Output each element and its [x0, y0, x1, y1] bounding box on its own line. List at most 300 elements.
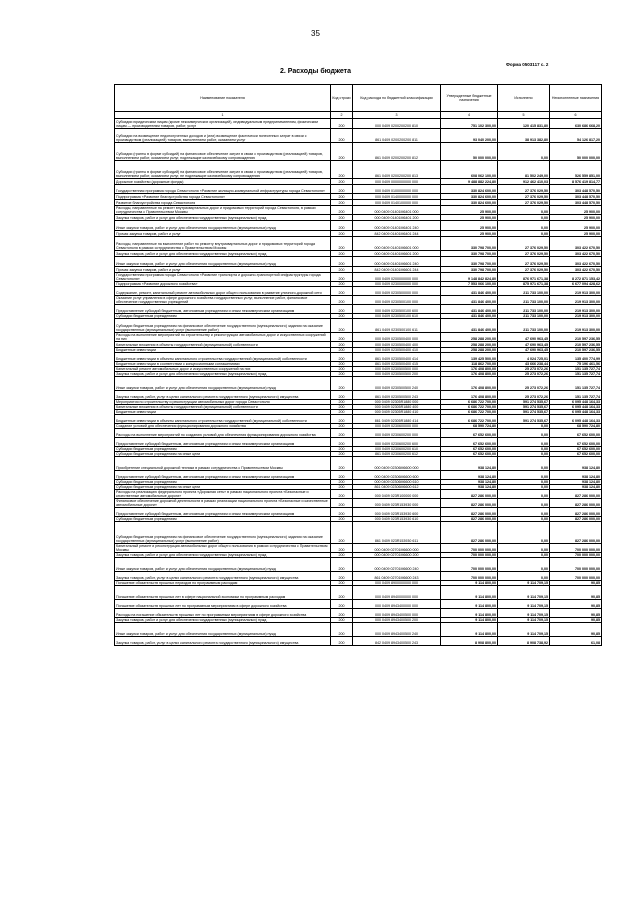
- row-executed: 9 114 709,15: [498, 623, 550, 637]
- row-line-code: 200: [331, 194, 353, 200]
- row-unexecuted: 827 286 000,00: [550, 490, 602, 499]
- row-classification-code: 000 0409 8943400500 200: [353, 618, 441, 623]
- row-approved: 9 488 882 224,80: [441, 179, 498, 185]
- row-unexecuted: 827 286 000,00: [550, 508, 602, 517]
- row-unexecuted: 6 095 448 164,33: [550, 410, 602, 415]
- table-row: [115, 558, 602, 572]
- row-classification-code: 000 0409 01401M6601 200: [353, 251, 441, 257]
- row-name: Предоставление субсидий бюджетным, автономным учреждениям и иным некоммерческим организациям: [115, 471, 331, 480]
- row-line-code: 200: [331, 429, 353, 438]
- row-line-code: 200: [331, 452, 353, 457]
- row-classification-code: 000 0409 0140100000 000: [353, 200, 441, 206]
- row-classification-code: 000 0409 02701M6600 200: [353, 553, 441, 558]
- row-approved: 25 900,00: [441, 231, 498, 237]
- row-unexecuted: 827 286 000,00: [550, 522, 602, 544]
- row-line-code: 200: [331, 333, 353, 342]
- row-line-code: 200: [331, 485, 353, 490]
- row-executed: 27 376 029,50: [498, 251, 550, 257]
- row-unexecuted: 303 422 670,50: [550, 267, 602, 273]
- row-name: Бюджетные инвестиции: [115, 410, 331, 415]
- row-unexecuted: 6 095 448 164,33: [550, 400, 602, 405]
- row-executed: 211 733 100,00: [498, 287, 550, 296]
- row-classification-code: 842 0409 01401M6601 244: [353, 267, 441, 273]
- row-unexecuted: 219 913 300,00: [550, 314, 602, 319]
- row-classification-code: 000 0409 01401M6401 000: [353, 206, 441, 215]
- row-classification-code: 000 0409 02701M6600 000: [353, 544, 441, 553]
- row-unexecuted: 67 652 600,00: [550, 429, 602, 438]
- row-name: Капитальные вложения в объекты государственной (муниципальной) собственности: [115, 342, 331, 348]
- row-executed: 0,00: [498, 544, 550, 553]
- row-executed: 0,00: [498, 517, 550, 522]
- row-line-code: 200: [331, 342, 353, 348]
- row-line-code: 200: [331, 600, 353, 609]
- row-approved: 700 000 000,00: [441, 572, 498, 581]
- row-executed: 9 114 709,15: [498, 600, 550, 609]
- row-unexecuted: 938 124,80: [550, 457, 602, 471]
- table-row: [115, 119, 602, 129]
- row-unexecuted: 67 652 600,00: [550, 452, 602, 457]
- row-approved: 938 124,80: [441, 485, 498, 490]
- row-executed: 0,00: [498, 438, 550, 447]
- row-unexecuted: 90,85: [550, 586, 602, 600]
- row-executed: 0,00: [498, 471, 550, 480]
- row-unexecuted: 219 913 300,00: [550, 319, 602, 333]
- row-classification-code: 000 0409 0140000000 000: [353, 194, 441, 200]
- row-executed: 0,00: [498, 424, 550, 429]
- row-approved: 938 124,80: [441, 457, 498, 471]
- row-approved: 9 114 800,00: [441, 623, 498, 637]
- row-name: Приобретение специальной дорожной техники в рамках сотрудничества с Правительством Москвы: [115, 457, 331, 471]
- row-unexecuted: 938 124,80: [550, 471, 602, 480]
- row-classification-code: 861 0409 0230500400 415: [353, 362, 441, 367]
- row-line-code: 200: [331, 367, 353, 372]
- row-name: Дорожное хозяйство (дорожные фонды): [115, 179, 331, 185]
- row-executed: 8 908 738,92: [498, 637, 550, 646]
- row-line-code: 200: [331, 480, 353, 485]
- table-row: [115, 273, 602, 282]
- row-executed: 27 376 029,50: [498, 257, 550, 267]
- row-approved: 67 652 600,00: [441, 447, 498, 452]
- row-unexecuted: 219 913 300,00: [550, 305, 602, 314]
- row-approved: 827 286 000,00: [441, 517, 498, 522]
- row-line-code: 200: [331, 586, 353, 600]
- row-line-code: 200: [331, 447, 353, 452]
- row-unexecuted: 210 597 236,55: [550, 333, 602, 342]
- table-row: [115, 353, 602, 362]
- row-executed: 211 733 100,00: [498, 305, 550, 314]
- row-unexecuted: 210 597 236,55: [550, 348, 602, 353]
- row-name: Иные закупки товаров, работ и услуг для обеспечения государственных (муниципальных) нужд: [115, 377, 331, 391]
- row-executed: 211 733 100,00: [498, 319, 550, 333]
- row-approved: 67 652 600,00: [441, 429, 498, 438]
- row-executed: 0,00: [498, 206, 550, 215]
- row-name: Субсидии (гранты в форме субсидий) на финансовое обеспечение затрат в связи с производством (реализацией) товаров, выполнением работ, оказанием услуг, подлежащие казначейскому сопровождению: [115, 143, 331, 161]
- row-approved: 93 040 200,00: [441, 129, 498, 143]
- row-line-code: 200: [331, 119, 353, 129]
- row-approved: 9 114 800,00: [441, 600, 498, 609]
- row-classification-code: 000 0409 023R100000 000: [353, 490, 441, 499]
- row-approved: 6 686 722 700,00: [441, 415, 498, 424]
- row-classification-code: 000 0409 0200200200 810: [353, 119, 441, 129]
- row-unexecuted: 50 000 000,00: [550, 143, 602, 161]
- row-line-code: 200: [331, 282, 353, 287]
- table-row: [115, 522, 602, 544]
- row-executed: 0,00: [498, 485, 550, 490]
- row-unexecuted: 90,85: [550, 581, 602, 586]
- row-classification-code: 000 0409 0100000000 000: [353, 185, 441, 194]
- row-unexecuted: 303 448 570,50: [550, 194, 602, 200]
- row-name: Погашение обязательств прошлых лет по программным мероприятиям в сфере дорожного хозяйства: [115, 600, 331, 609]
- row-unexecuted: 61,08: [550, 637, 602, 646]
- row-name: Закупка товаров, работ и услуг для обеспечения государственных (муниципальных) нужд: [115, 372, 331, 377]
- row-line-code: 200: [331, 522, 353, 544]
- row-name: Подпрограмма «Развитие дорожного хозяйства»: [115, 282, 331, 287]
- row-name: Финансовое обеспечение дорожной деятельности в рамках реализации национального проекта «Безопасные и качественные автомобильные дороги»: [115, 499, 331, 508]
- row-classification-code: 000 0409 02305R1880 000: [353, 400, 441, 405]
- row-name: Погашение обязательств прошлых периодов по программным расходам: [115, 581, 331, 586]
- row-executed: 0,00: [498, 429, 550, 438]
- row-classification-code: 000 0409 0200000000 000: [353, 273, 441, 282]
- table-row: [115, 600, 602, 609]
- row-classification-code: 000 0409 023R153930 600: [353, 508, 441, 517]
- row-executed: 0,00: [498, 215, 550, 221]
- row-approved: 700 000 000,00: [441, 553, 498, 558]
- row-approved: 9 114 800,00: [441, 618, 498, 623]
- row-classification-code: 861 0409 0200200200 811: [353, 129, 441, 143]
- table-body: [115, 119, 602, 646]
- row-approved: 330 824 600,00: [441, 200, 498, 206]
- row-name: Закупка товаров, работ, услуг в целях капитального ремонта государственного (муниципального) имущества: [115, 391, 331, 400]
- row-approved: 330 798 700,00: [441, 257, 498, 267]
- row-approved: 25 900,00: [441, 221, 498, 231]
- row-classification-code: 000 0409 02306M6600 610: [353, 480, 441, 485]
- row-line-code: 200: [331, 618, 353, 623]
- row-unexecuted: 25 900,00: [550, 231, 602, 237]
- column-number: 1: [115, 112, 331, 119]
- row-name: Закупка товаров, работ и услуг для обеспечения государственных (муниципальных) нужд: [115, 618, 331, 623]
- row-approved: 6 686 722 700,00: [441, 400, 498, 405]
- row-line-code: 200: [331, 215, 353, 221]
- row-line-code: 200: [331, 296, 353, 305]
- table-row: [115, 319, 602, 333]
- row-approved: 8 908 800,00: [441, 637, 498, 646]
- row-name: Субсидии бюджетным учреждениям на финансовое обеспечение государственного (муниципального) задания на оказание государственных (муниципальных) услуг (выполнение работ): [115, 319, 331, 333]
- row-unexecuted: 67 652 600,00: [550, 438, 602, 447]
- row-name: Иные закупки товаров, работ и услуг для обеспечения государственных (муниципальных) нужд: [115, 558, 331, 572]
- row-line-code: 200: [331, 377, 353, 391]
- row-name: Расходы, направленные на выполнение работ по ремонту внутриквартальных дорог и придомовых территорий города Севастополя в рамках сотрудничества с Правительством Москвы: [115, 237, 331, 251]
- row-executed: 591 274 535,67: [498, 405, 550, 410]
- table-row: [115, 206, 602, 215]
- row-executed: 0,00: [498, 221, 550, 231]
- row-classification-code: 000 0409 0230600200 600: [353, 438, 441, 447]
- row-approved: 258 288 200,00: [441, 333, 498, 342]
- row-unexecuted: 25 900,00: [550, 221, 602, 231]
- row-unexecuted: 75 196 461,56: [550, 362, 602, 367]
- row-executed: 4 024 725,01: [498, 353, 550, 362]
- page-number: 35: [311, 29, 320, 38]
- row-line-code: 200: [331, 572, 353, 581]
- row-approved: 6 686 722 700,00: [441, 405, 498, 410]
- row-line-code: 200: [331, 424, 353, 429]
- row-classification-code: 861 0409 02306M6600 612: [353, 485, 441, 490]
- row-line-code: 200: [331, 305, 353, 314]
- row-line-code: 200: [331, 405, 353, 410]
- row-executed: 9 114 709,15: [498, 618, 550, 623]
- row-line-code: 200: [331, 410, 353, 415]
- row-classification-code: 000 0409 01401M6601 240: [353, 257, 441, 267]
- row-unexecuted: 135 400 774,99: [550, 353, 602, 362]
- row-executed: 0,00: [498, 553, 550, 558]
- row-name: Мероприятия по строительству и реконструкции автомобильных дорог города Севастополя: [115, 400, 331, 405]
- row-classification-code: 000 0409 0230500500 200: [353, 372, 441, 377]
- row-approved: 330 798 700,00: [441, 251, 498, 257]
- row-approved: 751 102 300,00: [441, 119, 498, 129]
- table-row: [115, 499, 602, 508]
- row-approved: 176 408 800,00: [441, 367, 498, 372]
- row-line-code: 200: [331, 517, 353, 522]
- row-executed: 0,00: [498, 480, 550, 485]
- row-classification-code: 000 0409 0230500100 000: [353, 296, 441, 305]
- row-line-code: 200: [331, 237, 353, 251]
- row-classification-code: 842 0409 01401M6401 244: [353, 231, 441, 237]
- table-row: [115, 471, 602, 480]
- row-line-code: 200: [331, 581, 353, 586]
- row-name: Бюджетные инвестиции в соответствии с концессионными соглашениями: [115, 362, 331, 367]
- row-name: Капитальный ремонт и реконструкция автомобильных дорог общего пользования в рамках сотрудничества с Правительством Москвы: [115, 544, 331, 553]
- table-row: [115, 637, 602, 646]
- row-classification-code: 000 0409 8943400500 000: [353, 609, 441, 618]
- row-line-code: 200: [331, 372, 353, 377]
- row-unexecuted: 90,85: [550, 618, 602, 623]
- row-line-code: 200: [331, 179, 353, 185]
- table-row: [115, 490, 602, 499]
- row-classification-code: 000 0409 0230500500 000: [353, 367, 441, 372]
- row-classification-code: 861 0409 02305R1880 414: [353, 415, 441, 424]
- row-unexecuted: 6 095 448 164,33: [550, 405, 602, 410]
- row-name: Государственная программа города Севастополя «Развитие жилищно-коммунальной инфраструктуры города Севастополя»: [115, 185, 331, 194]
- row-classification-code: 000 0409 023R153930 610: [353, 517, 441, 522]
- row-executed: 27 376 029,50: [498, 194, 550, 200]
- row-executed: 9 114 709,15: [498, 581, 550, 586]
- column-number: 2: [331, 112, 353, 119]
- row-executed: 9 114 709,15: [498, 609, 550, 618]
- row-approved: 608 062 100,00: [441, 161, 498, 179]
- row-name: Развитие благоустройства города Севастополя: [115, 200, 331, 206]
- row-approved: 330 798 700,00: [441, 267, 498, 273]
- row-line-code: 200: [331, 348, 353, 353]
- row-classification-code: 000 0409 023R153930 000: [353, 499, 441, 508]
- row-name: Субсидии (гранты в форме субсидий) на финансовое обеспечение затрат в связи с производством (реализацией) товаров, выполнением работ, оказанием услуг, не подлежащие казначейскому сопровождению: [115, 161, 331, 179]
- row-unexecuted: 151 135 727,74: [550, 367, 602, 372]
- table-row: [115, 377, 602, 391]
- row-approved: 330 798 700,00: [441, 237, 498, 251]
- row-approved: 139 425 500,00: [441, 353, 498, 362]
- row-classification-code: 000 0409 0230600200 610: [353, 447, 441, 452]
- row-executed: 0,00: [498, 452, 550, 457]
- row-executed: 25 273 072,26: [498, 391, 550, 400]
- row-approved: 431 846 400,00: [441, 319, 498, 333]
- row-classification-code: 842 0409 8943400500 243: [353, 637, 441, 646]
- table-row: [115, 438, 602, 447]
- row-name: Закупка товаров, работ, услуг в целях капитального ремонта государственного (муниципального) имущества: [115, 637, 331, 646]
- row-name: Субсидии бюджетным учреждениям: [115, 447, 331, 452]
- table-row: [115, 457, 602, 471]
- row-executed: 27 376 029,50: [498, 237, 550, 251]
- row-classification-code: 000 0409 02305R1880 410: [353, 410, 441, 415]
- table-row: [115, 609, 602, 618]
- row-unexecuted: 68 590 724,80: [550, 424, 602, 429]
- table-row: [115, 544, 602, 553]
- row-approved: 431 846 400,00: [441, 296, 498, 305]
- row-name: Прочая закупка товаров, работ и услуг: [115, 231, 331, 237]
- row-unexecuted: 630 686 668,20: [550, 119, 602, 129]
- table-row: [115, 221, 602, 231]
- row-approved: 827 286 000,00: [441, 490, 498, 499]
- table-header-row: [115, 85, 602, 112]
- row-line-code: 200: [331, 508, 353, 517]
- row-unexecuted: 25 900,00: [550, 206, 602, 215]
- header-approved: Утвержденные бюджетные назначения: [441, 85, 498, 112]
- row-name: Расходы на выполнение мероприятий по строительству и реконструкции автомобильных дорог и искусственных сооружений на них: [115, 333, 331, 342]
- table-row: [115, 161, 602, 179]
- row-line-code: 200: [331, 251, 353, 257]
- section-title: 2. Расходы бюджета: [280, 68, 351, 75]
- column-number-row: [115, 112, 602, 119]
- row-line-code: 200: [331, 553, 353, 558]
- row-unexecuted: 938 124,80: [550, 485, 602, 490]
- row-line-code: 200: [331, 273, 353, 282]
- row-name: Иные закупки товаров, работ и услуг для обеспечения государственных (муниципальных) нужд: [115, 257, 331, 267]
- row-name: Расходы на выполнение мероприятий по созданию условий для обеспечения функционирования дорожного хозяйства: [115, 429, 331, 438]
- row-executed: 0,00: [498, 558, 550, 572]
- row-name: Субсидии бюджетным учреждениям: [115, 517, 331, 522]
- row-approved: 118 862 700,00: [441, 362, 498, 367]
- row-line-code: 200: [331, 438, 353, 447]
- row-executed: 0,00: [498, 499, 550, 508]
- table-row: [115, 623, 602, 637]
- row-line-code: 200: [331, 609, 353, 618]
- row-classification-code: 861 0409 0230600200 612: [353, 452, 441, 457]
- row-approved: 330 824 600,00: [441, 194, 498, 200]
- row-executed: 25 273 072,26: [498, 367, 550, 372]
- row-line-code: 200: [331, 558, 353, 572]
- row-approved: 9 114 800,00: [441, 586, 498, 600]
- table-row: [115, 586, 602, 600]
- row-classification-code: 861 0409 023R153930 611: [353, 522, 441, 544]
- row-executed: 0,00: [498, 447, 550, 452]
- header-unexecuted: Неисполненные назначения: [550, 85, 602, 112]
- row-approved: 176 408 800,00: [441, 377, 498, 391]
- row-classification-code: 000 0409 0230500400 410: [353, 348, 441, 353]
- row-name: Расходы на погашение обязательств прошлых лет по программным мероприятиям в сфере дорожного хозяйства: [115, 609, 331, 618]
- row-classification-code: 861 0409 0200200200 812: [353, 143, 441, 161]
- row-unexecuted: 151 135 727,74: [550, 391, 602, 400]
- row-classification-code: 000 0409 01401M6401 200: [353, 215, 441, 221]
- row-executed: 0,00: [498, 490, 550, 499]
- row-executed: 27 376 029,50: [498, 267, 550, 273]
- row-name: Субсидии бюджетным учреждениям на иные цели: [115, 452, 331, 457]
- row-name: Субсидии на возмещение недополученных доходов и (или) возмещение фактически понесенных затрат в связи с производством (реализацией) товаров, выполнением работ, оказанием услуг: [115, 129, 331, 143]
- table-row: [115, 333, 602, 342]
- row-executed: 25 273 072,26: [498, 377, 550, 391]
- row-approved: 431 846 400,00: [441, 314, 498, 319]
- row-unexecuted: 526 559 851,00: [550, 161, 602, 179]
- row-unexecuted: 303 422 670,50: [550, 251, 602, 257]
- row-name: Бюджетные инвестиции: [115, 348, 331, 353]
- row-name: Субсидии бюджетным учреждениям на финансовое обеспечение государственного (муниципального) задания на оказание государственных (муниципальных) услуг (выполнение работ): [115, 522, 331, 544]
- row-name: Субсидии юридическим лицам (кроме некоммерческих организаций), индивидуальным предпринимателям, физическим лицам — производителям товаров, работ, услуг: [115, 119, 331, 129]
- row-classification-code: 861 0409 02701M6600 243: [353, 572, 441, 581]
- row-line-code: 200: [331, 499, 353, 508]
- row-classification-code: 000 0409 0230500500 240: [353, 377, 441, 391]
- row-approved: 258 288 200,00: [441, 342, 498, 348]
- row-name: Закупка товаров, работ и услуг для обеспечения государственных (муниципальных) нужд: [115, 251, 331, 257]
- row-unexecuted: 210 597 236,55: [550, 342, 602, 348]
- row-line-code: 200: [331, 129, 353, 143]
- row-unexecuted: 700 000 000,00: [550, 572, 602, 581]
- row-name: Предоставление субсидий бюджетным, автономным учреждениям и иным некоммерческим организациям: [115, 438, 331, 447]
- row-unexecuted: 67 652 600,00: [550, 447, 602, 452]
- row-name: Капитальный ремонт автомобильных дорог и искусственных сооружений на них: [115, 367, 331, 372]
- row-name: Расходы, направленные на ремонт внутриквартальных дорог и придомовых территорий города Севастополя, в рамках сотрудничества с Правительством Москвы: [115, 206, 331, 215]
- row-name: Создание условий для обеспечения функционирования дорожного хозяйства: [115, 424, 331, 429]
- row-executed: 0,00: [498, 508, 550, 517]
- row-approved: 258 288 200,00: [441, 348, 498, 353]
- table-row: [115, 287, 602, 296]
- header-name: Наименование показателя: [115, 85, 331, 112]
- row-line-code: 200: [331, 353, 353, 362]
- row-line-code: 200: [331, 267, 353, 273]
- row-line-code: 200: [331, 637, 353, 646]
- row-classification-code: 000 0409 02701M6600 240: [353, 558, 441, 572]
- row-name: Содержание, ремонт, капитальный ремонт автомобильных дорог общего пользования в развитие уличного-дорожной сети: [115, 287, 331, 296]
- row-executed: 591 274 535,67: [498, 400, 550, 405]
- row-line-code: 200: [331, 221, 353, 231]
- row-executed: 211 733 100,00: [498, 314, 550, 319]
- row-classification-code: 000 0409 0230500400 400: [353, 342, 441, 348]
- column-number: 6: [550, 112, 602, 119]
- row-classification-code: 000 0409 8940000000 000: [353, 586, 441, 600]
- row-classification-code: 000 0409 8900000000 000: [353, 581, 441, 586]
- row-unexecuted: 6 677 094 428,62: [550, 282, 602, 287]
- row-unexecuted: 303 422 670,50: [550, 257, 602, 267]
- row-approved: 25 900,00: [441, 206, 498, 215]
- row-classification-code: 000 0409 0230500100 600: [353, 305, 441, 314]
- row-approved: 25 900,00: [441, 215, 498, 221]
- row-name: Государственная программа города Севастополя «Развитие транспорта и дорожно-транспортной инфраструктуры города Севастополя»: [115, 273, 331, 282]
- row-classification-code: 000 0409 8943400000 000: [353, 600, 441, 609]
- row-unexecuted: 54 126 817,20: [550, 129, 602, 143]
- row-line-code: 200: [331, 471, 353, 480]
- table-row: [115, 143, 602, 161]
- row-unexecuted: 938 124,80: [550, 480, 602, 485]
- column-number: 3: [353, 112, 441, 119]
- row-line-code: 200: [331, 185, 353, 194]
- row-line-code: 200: [331, 257, 353, 267]
- row-line-code: 200: [331, 400, 353, 405]
- row-approved: 9 114 800,00: [441, 609, 498, 618]
- row-classification-code: 000 0409 0000000000 000: [353, 179, 441, 185]
- row-line-code: 200: [331, 231, 353, 237]
- row-classification-code: 000 0409 02306M6600 000: [353, 457, 441, 471]
- row-executed: 0,00: [498, 231, 550, 237]
- row-name: Капитальные вложения в объекты государственной (муниципальной) собственности: [115, 405, 331, 410]
- row-name: Иные закупки товаров, работ и услуг для обеспечения государственных (муниципальных) нужд: [115, 623, 331, 637]
- row-approved: 700 000 000,00: [441, 558, 498, 572]
- row-unexecuted: 827 286 000,00: [550, 517, 602, 522]
- row-name: Субсидии бюджетным учреждениям: [115, 314, 331, 319]
